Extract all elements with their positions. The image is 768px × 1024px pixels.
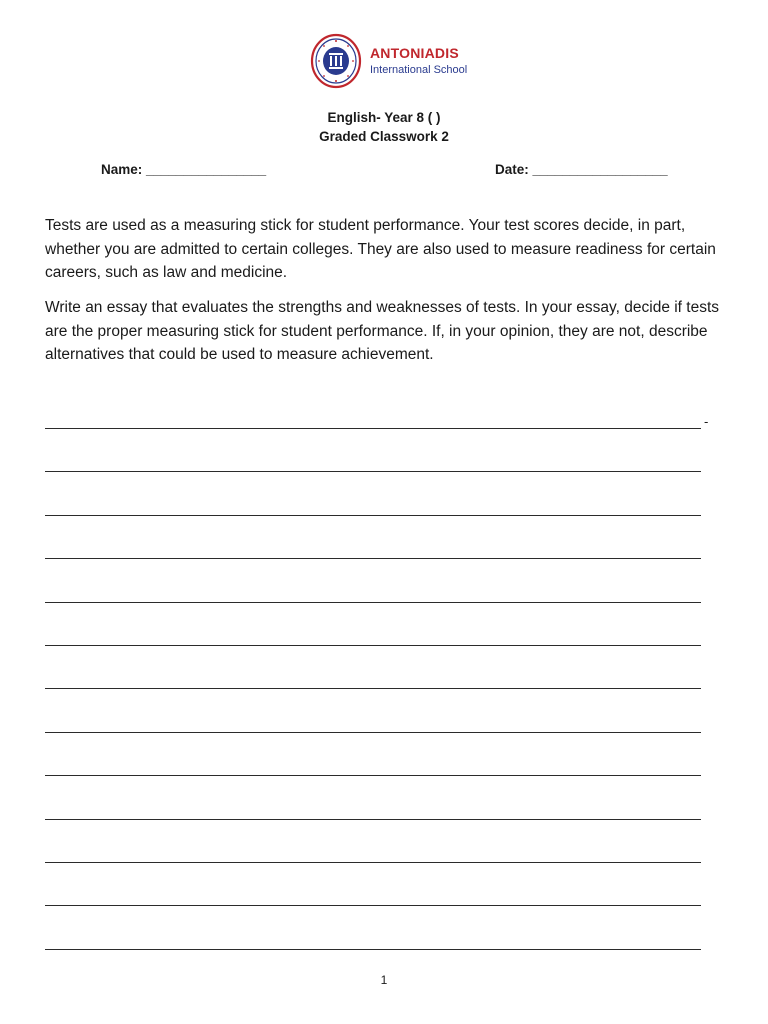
school-crest-icon — [310, 33, 362, 89]
writing-line — [45, 862, 715, 905]
school-logo — [310, 33, 467, 89]
date-field: Date: __________________ — [495, 162, 668, 177]
title-classwork-line: Graded Classwork 2 — [319, 129, 449, 144]
writing-line — [45, 819, 715, 862]
writing-line — [45, 414, 715, 471]
school-subtitle: International School — [370, 64, 468, 77]
writing-line — [45, 471, 715, 514]
writing-line — [45, 732, 715, 775]
writing-line — [45, 645, 715, 688]
name-field: Name: ________________ — [101, 162, 267, 177]
writing-line — [45, 558, 715, 601]
title-subject-line: English- Year 8 ( ) — [327, 110, 441, 125]
prompt-paragraph-1: Tests are used as a measuring stick for student performance. Your test scores decide, in part, whether you are admitted to certain colleges. They are also used to measure readiness for certain careers, such as law and medicine. — [45, 217, 716, 281]
worksheet-title — [0, 108, 768, 146]
writing-lines — [45, 414, 715, 992]
logo-text — [370, 46, 467, 76]
writing-line — [45, 775, 715, 818]
writing-line — [45, 688, 715, 731]
page-number: 1 — [380, 973, 388, 987]
writing-line-trailing-mark: - — [704, 414, 709, 429]
school-name: ANTONIADIS — [370, 44, 459, 61]
writing-line — [45, 515, 715, 558]
writing-line — [45, 905, 715, 948]
writing-line — [45, 602, 715, 645]
prompt-paragraph-2: Write an essay that evaluates the strengths and weaknesses of tests. In your essay, decide if tests are the proper measuring stick for student performance. If, in your opinion, they are not, describe alternatives that could be used to measure achievement. — [45, 299, 720, 363]
